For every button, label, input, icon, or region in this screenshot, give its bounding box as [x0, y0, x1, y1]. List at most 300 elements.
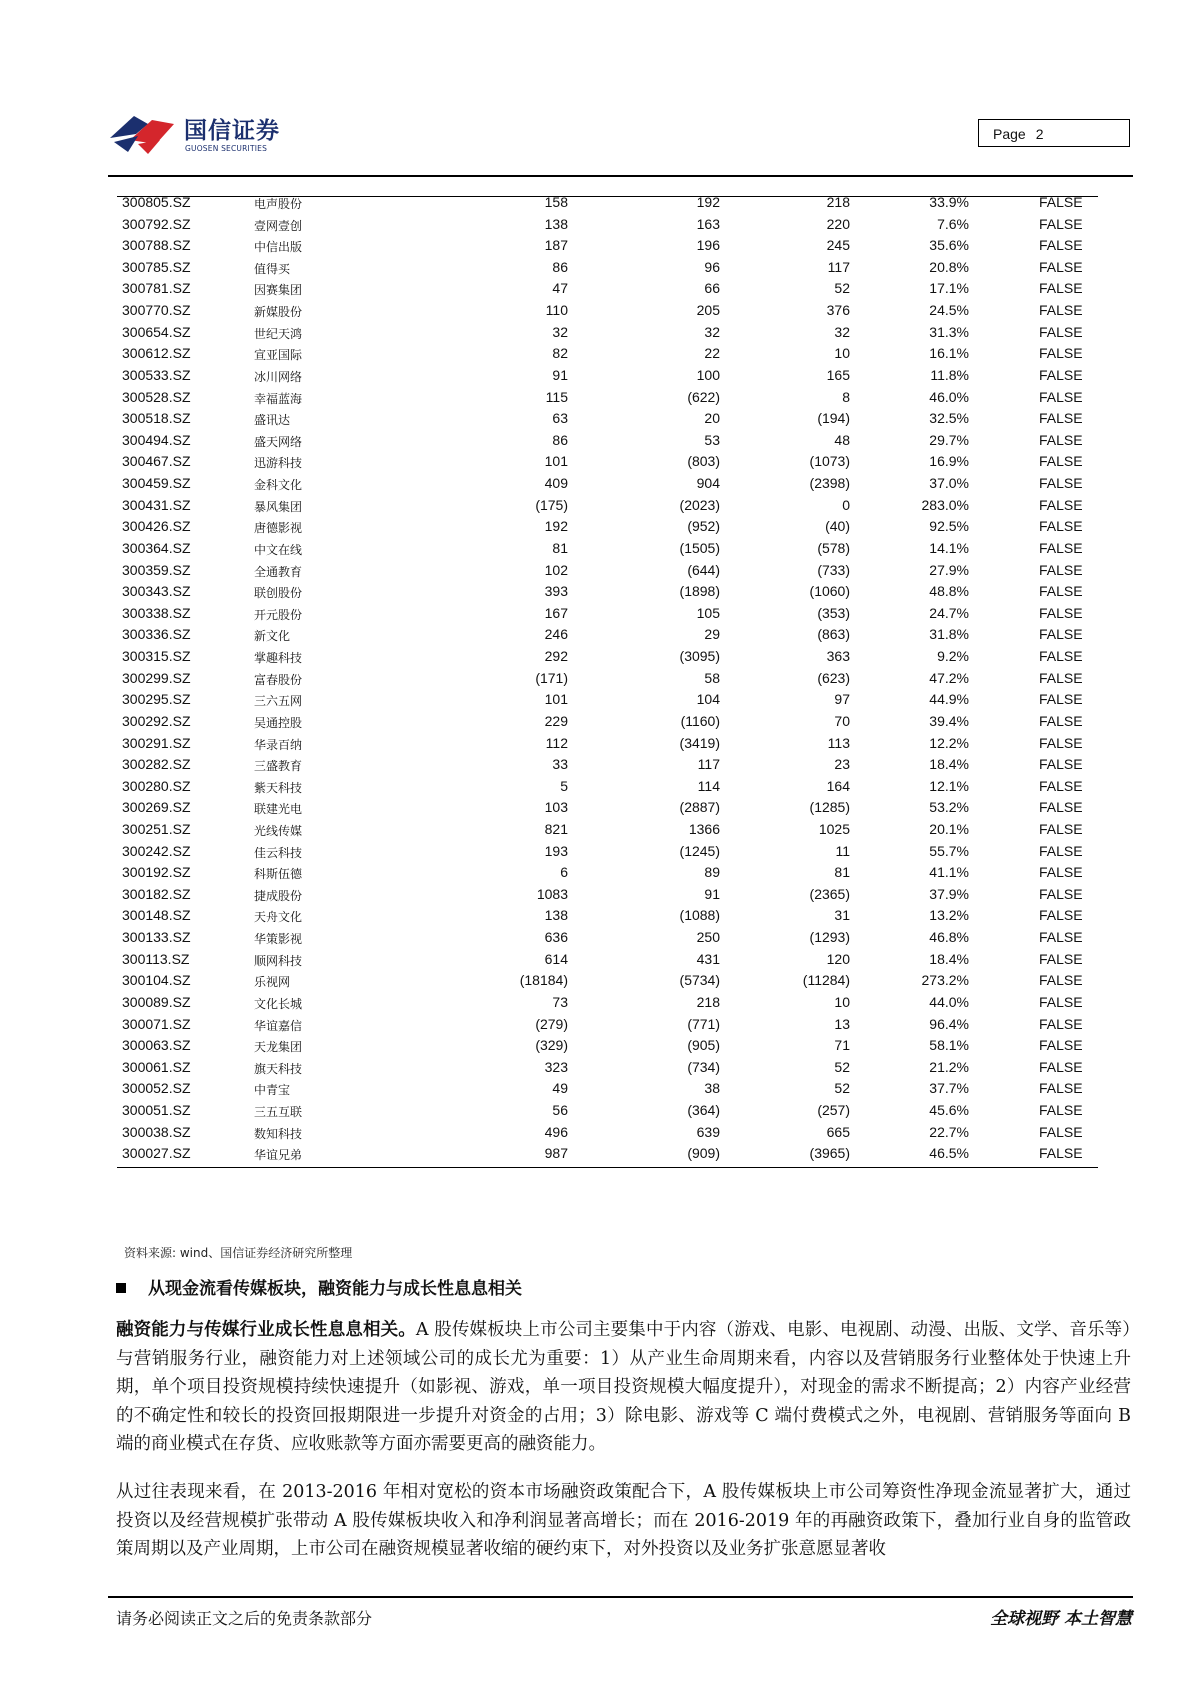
value-2: (734) [687, 1058, 720, 1075]
table-row [117, 882, 1098, 905]
company-name: 光线传媒 [254, 823, 303, 838]
growth-rate: 33.9% [929, 194, 969, 210]
flag: FALSE [1039, 1058, 1083, 1075]
company-name: 乐视网 [254, 975, 291, 990]
table-row [117, 947, 1098, 970]
stock-code: 300192.SZ [122, 864, 191, 881]
value-1: 138 [544, 907, 568, 924]
value-3: 1025 [818, 820, 850, 837]
table-row [117, 644, 1098, 667]
value-3: 113 [827, 734, 850, 751]
company-name: 科斯伍德 [254, 867, 303, 882]
value-2: 192 [696, 194, 720, 210]
value-1: 636 [544, 929, 568, 946]
value-3: (1073) [809, 453, 850, 470]
value-1: 110 [545, 302, 568, 319]
company-name: 中信出版 [254, 240, 303, 255]
stock-code: 300315.SZ [122, 648, 191, 665]
stock-code: 300533.SZ [122, 366, 191, 383]
table-row [117, 212, 1098, 235]
company-name: 华策影视 [254, 932, 303, 947]
value-2: 431 [696, 950, 720, 967]
value-2: 104 [696, 691, 720, 708]
value-1: 246 [544, 626, 568, 643]
value-3: (863) [817, 626, 850, 643]
flag: FALSE [1039, 993, 1083, 1010]
growth-rate: 20.1% [929, 820, 969, 837]
growth-rate: 13.2% [929, 907, 969, 924]
value-1: 86 [552, 258, 568, 275]
table-row [117, 839, 1098, 862]
stock-code: 300269.SZ [122, 799, 191, 816]
value-2: (1898) [679, 583, 720, 600]
company-name: 联建光电 [254, 802, 303, 817]
value-3: (1285) [809, 799, 850, 816]
table-source: 资料来源: wind、国信证券经济研究所整理 [124, 1246, 353, 1260]
value-2: (1160) [680, 712, 720, 729]
flag: FALSE [1039, 799, 1083, 816]
value-1: 81 [552, 539, 568, 556]
flag: FALSE [1039, 950, 1083, 967]
section-heading [116, 1274, 522, 1299]
value-1: 138 [544, 215, 568, 232]
flag: FALSE [1039, 820, 1083, 837]
value-3: 165 [826, 366, 850, 383]
stock-code: 300051.SZ [122, 1102, 191, 1119]
flag: FALSE [1039, 1145, 1083, 1162]
table-row [117, 817, 1098, 840]
value-3: 48 [834, 431, 850, 448]
table-row [117, 1012, 1098, 1035]
table-row [117, 493, 1098, 516]
growth-rate: 21.2% [929, 1058, 969, 1075]
company-name: 富春股份 [254, 672, 303, 687]
stock-code: 300148.SZ [122, 907, 191, 924]
stock-code: 300518.SZ [122, 410, 191, 427]
value-2: 20 [704, 410, 720, 427]
growth-rate: 92.5% [929, 518, 969, 535]
company-name: 数知科技 [254, 1126, 303, 1141]
flag: FALSE [1039, 561, 1083, 578]
table-row [117, 968, 1098, 991]
value-1: 112 [545, 734, 568, 751]
flag: FALSE [1039, 258, 1083, 275]
table-row [117, 536, 1098, 559]
growth-rate: 20.8% [929, 258, 969, 275]
stock-code: 300299.SZ [122, 669, 191, 686]
growth-rate: 45.6% [929, 1102, 969, 1119]
table-row [117, 1033, 1098, 1056]
flag: FALSE [1039, 194, 1083, 210]
table-row [117, 363, 1098, 386]
company-name: 天龙集团 [254, 1040, 303, 1055]
flag: FALSE [1039, 323, 1083, 340]
stock-code: 300431.SZ [122, 496, 191, 513]
growth-rate: 46.0% [929, 388, 969, 405]
growth-rate: 46.8% [929, 929, 969, 946]
company-name: 暴风集团 [254, 499, 303, 514]
growth-rate: 11.8% [930, 366, 969, 383]
flag: FALSE [1039, 1015, 1083, 1032]
company-name: 中文在线 [254, 542, 303, 557]
growth-rate: 37.0% [929, 475, 969, 492]
growth-rate: 31.8% [929, 626, 969, 643]
growth-rate: 46.5% [929, 1145, 969, 1162]
growth-rate: 27.9% [929, 561, 969, 578]
disclaimer-note: 请务必阅读正文之后的免责条款部分 [116, 1609, 373, 1628]
value-3: 220 [826, 215, 850, 232]
value-2: 163 [696, 215, 720, 232]
value-1: 193 [544, 842, 568, 859]
value-1: 32 [552, 323, 568, 340]
company-name: 新媒股份 [254, 305, 303, 320]
company-name: 金科文化 [254, 478, 303, 493]
table-row [117, 903, 1098, 926]
guosen-logo [108, 110, 283, 160]
value-3: 164 [826, 777, 850, 794]
flag: FALSE [1039, 237, 1083, 254]
growth-rate: 16.9% [929, 453, 969, 470]
value-3: (353) [817, 604, 850, 621]
value-3: 376 [826, 302, 850, 319]
stock-code: 300426.SZ [122, 518, 191, 535]
value-1: 158 [544, 194, 568, 210]
company-name: 开元股份 [254, 607, 303, 622]
table-row [117, 709, 1098, 732]
table-row [117, 1120, 1098, 1143]
table-row [117, 298, 1098, 321]
growth-rate: 44.0% [929, 993, 969, 1010]
value-1: 192 [544, 518, 568, 535]
value-1: 73 [552, 993, 568, 1010]
value-3: 245 [826, 237, 850, 254]
table-row [117, 449, 1098, 472]
table-row [117, 666, 1098, 689]
company-name: 壹网壹创 [254, 218, 303, 233]
growth-rate: 58.1% [929, 1037, 969, 1054]
value-3: (733) [817, 561, 850, 578]
growth-rate: 55.7% [929, 842, 969, 859]
value-2: 32 [704, 323, 720, 340]
table-row [117, 795, 1098, 818]
table-row [117, 558, 1098, 581]
company-name: 吴通控股 [254, 715, 303, 730]
value-3: 10 [834, 993, 850, 1010]
value-2: 53 [704, 431, 720, 448]
company-name: 顺网科技 [254, 953, 303, 968]
value-1: 102 [544, 561, 568, 578]
value-2: 196 [696, 237, 720, 254]
company-name: 文化长城 [254, 996, 303, 1011]
value-1: 103 [544, 799, 568, 816]
value-3: (578) [817, 539, 850, 556]
flag: FALSE [1039, 842, 1083, 859]
table-row [117, 731, 1098, 754]
company-name: 旗天科技 [254, 1061, 303, 1076]
value-3: 70 [834, 712, 850, 729]
value-3: 81 [834, 864, 850, 881]
stock-code: 300805.SZ [122, 194, 191, 210]
value-3: (623) [817, 669, 850, 686]
stock-code: 300781.SZ [122, 280, 191, 297]
value-3: 52 [834, 1080, 850, 1097]
value-2: (2887) [679, 799, 720, 816]
growth-rate: 24.7% [929, 604, 969, 621]
value-2: 91 [704, 885, 720, 902]
value-1: 5 [560, 777, 568, 794]
table-row [117, 1055, 1098, 1078]
value-2: (3419) [679, 734, 720, 751]
company-name: 迅游科技 [254, 456, 303, 471]
stock-code: 300364.SZ [122, 539, 191, 556]
value-3: 218 [826, 194, 850, 210]
value-2: (644) [687, 561, 720, 578]
growth-rate: 96.4% [929, 1015, 969, 1032]
company-name: 全通教育 [254, 564, 303, 579]
growth-rate: 53.2% [929, 799, 969, 816]
flag: FALSE [1039, 777, 1083, 794]
growth-rate: 22.7% [929, 1123, 969, 1140]
value-2: 1366 [688, 820, 720, 837]
flag: FALSE [1039, 929, 1083, 946]
flag: FALSE [1039, 1080, 1083, 1097]
value-1: 393 [544, 583, 568, 600]
growth-rate: 32.5% [929, 410, 969, 427]
flag: FALSE [1039, 864, 1083, 881]
value-2: (1505) [679, 539, 720, 556]
value-3: 8 [842, 388, 850, 405]
value-2: (2023) [679, 496, 720, 513]
value-3: (1293) [809, 929, 850, 946]
company-name: 中青宝 [254, 1083, 291, 1098]
flag: FALSE [1039, 366, 1083, 383]
stock-code: 300338.SZ [122, 604, 191, 621]
company-name: 联创股份 [254, 586, 303, 601]
value-1: (175) [535, 496, 568, 513]
table-row [117, 601, 1098, 624]
growth-rate: 44.9% [929, 691, 969, 708]
flag: FALSE [1039, 475, 1083, 492]
value-1: 49 [552, 1080, 568, 1097]
flag: FALSE [1039, 756, 1083, 773]
stock-code: 300133.SZ [122, 929, 191, 946]
table-row [117, 1076, 1098, 1099]
value-1: 82 [552, 345, 568, 362]
company-name: 宣亚国际 [254, 348, 303, 363]
table-row [117, 428, 1098, 451]
brand-name-cn: 国信证券 [184, 118, 280, 144]
value-3: (1060) [809, 583, 850, 600]
company-name: 佳云科技 [254, 845, 303, 860]
value-3: 117 [827, 258, 850, 275]
flag: FALSE [1039, 907, 1083, 924]
stock-code: 300063.SZ [122, 1037, 191, 1054]
value-1: (329) [535, 1037, 568, 1054]
table-row [117, 1098, 1098, 1121]
table-row [117, 774, 1098, 797]
flag: FALSE [1039, 496, 1083, 513]
footer-divider [108, 1596, 1133, 1598]
table-row [117, 990, 1098, 1013]
value-1: 292 [544, 648, 568, 665]
value-3: (2398) [809, 475, 850, 492]
stock-code: 300242.SZ [122, 842, 191, 859]
table-row [117, 752, 1098, 775]
value-1: 86 [552, 431, 568, 448]
flag: FALSE [1039, 1102, 1083, 1119]
flag: FALSE [1039, 604, 1083, 621]
value-1: 323 [544, 1058, 568, 1075]
square-bullet-icon [116, 1283, 126, 1293]
company-name: 冰川网络 [254, 369, 303, 384]
paragraph-1 [116, 1316, 1131, 1459]
flag: FALSE [1039, 972, 1083, 989]
growth-rate: 18.4% [929, 756, 969, 773]
stock-code: 300071.SZ [122, 1015, 191, 1032]
company-name: 紫天科技 [254, 780, 303, 795]
growth-rate: 24.5% [929, 302, 969, 319]
value-2: 250 [696, 929, 720, 946]
value-2: 29 [704, 626, 720, 643]
stock-code: 300282.SZ [122, 756, 191, 773]
value-1: 496 [544, 1123, 568, 1140]
value-2: 96 [704, 258, 720, 275]
flag: FALSE [1039, 734, 1083, 751]
section-title-text: 从现金流看传媒板块，融资能力与成长性息息相关 [148, 1279, 522, 1299]
stock-code: 300612.SZ [122, 345, 191, 362]
stock-code: 300182.SZ [122, 885, 191, 902]
stock-code: 300528.SZ [122, 388, 191, 405]
value-2: (3095) [679, 648, 720, 665]
growth-rate: 29.7% [929, 431, 969, 448]
stock-code: 300788.SZ [122, 237, 191, 254]
company-name: 三六五网 [254, 694, 303, 709]
guosen-logo-icon [108, 110, 180, 156]
value-3: (11284) [802, 972, 850, 989]
company-name: 世纪天鸿 [254, 326, 303, 341]
flag: FALSE [1039, 648, 1083, 665]
flag: FALSE [1039, 518, 1083, 535]
stock-code: 300089.SZ [122, 993, 191, 1010]
table-row [117, 687, 1098, 710]
value-1: (171) [535, 669, 568, 686]
value-3: 363 [826, 648, 850, 665]
company-name: 电声股份 [254, 197, 303, 211]
value-1: 91 [552, 366, 568, 383]
flag: FALSE [1039, 345, 1083, 362]
company-name: 华谊兄弟 [254, 1148, 303, 1163]
value-1: 614 [544, 950, 568, 967]
flag: FALSE [1039, 712, 1083, 729]
growth-rate: 41.1% [929, 864, 969, 881]
company-name: 幸福蓝海 [254, 391, 303, 406]
page-number: 2 [1035, 126, 1044, 142]
stock-code: 300061.SZ [122, 1058, 191, 1075]
value-1: 115 [545, 388, 568, 405]
stock-code: 300770.SZ [122, 302, 191, 319]
flag: FALSE [1039, 885, 1083, 902]
company-name: 掌趣科技 [254, 651, 303, 666]
page-label: Page [993, 126, 1026, 142]
value-2: 205 [696, 302, 720, 319]
value-2: 218 [696, 993, 720, 1010]
value-1: (18184) [519, 972, 568, 989]
stock-code: 300038.SZ [122, 1123, 191, 1140]
table-row [117, 341, 1098, 364]
growth-rate: 18.4% [929, 950, 969, 967]
value-2: 114 [697, 777, 720, 794]
value-1: 6 [560, 864, 568, 881]
value-1: 987 [544, 1145, 568, 1162]
table-row [117, 255, 1098, 278]
company-name: 三盛教育 [254, 759, 303, 774]
stock-code: 300280.SZ [122, 777, 191, 794]
value-2: (909) [687, 1145, 720, 1162]
stock-code: 300292.SZ [122, 712, 191, 729]
value-3: 52 [834, 1058, 850, 1075]
growth-rate: 17.1% [929, 280, 969, 297]
header-divider [108, 175, 1133, 177]
value-3: 120 [826, 950, 850, 967]
growth-rate: 39.4% [929, 712, 969, 729]
value-3: 52 [834, 280, 850, 297]
value-1: 47 [552, 280, 568, 297]
value-1: 101 [544, 453, 568, 470]
value-3: (257) [817, 1102, 850, 1119]
company-name: 捷成股份 [254, 888, 303, 903]
flag: FALSE [1039, 691, 1083, 708]
value-3: 32 [834, 323, 850, 340]
value-2: (803) [687, 453, 720, 470]
company-name: 值得买 [254, 261, 291, 276]
flag: FALSE [1039, 410, 1083, 427]
value-1: 229 [544, 712, 568, 729]
table-row [117, 860, 1098, 883]
value-2: 100 [696, 366, 720, 383]
growth-rate: 7.6% [937, 215, 969, 232]
value-3: 71 [834, 1037, 850, 1054]
value-2: 89 [704, 864, 720, 881]
stock-code: 300336.SZ [122, 626, 191, 643]
value-1: (279) [535, 1015, 568, 1032]
stock-code: 300359.SZ [122, 561, 191, 578]
stock-code: 300792.SZ [122, 215, 191, 232]
paragraph-1-lead: 融资能力与传媒行业成长性息息相关。 [116, 1320, 416, 1340]
company-name: 三五互联 [254, 1105, 303, 1120]
company-name: 因赛集团 [254, 283, 303, 298]
flag: FALSE [1039, 453, 1083, 470]
stock-code: 300291.SZ [122, 734, 191, 751]
value-3: (2365) [809, 885, 850, 902]
value-3: 13 [834, 1015, 850, 1032]
value-1: 33 [552, 756, 568, 773]
stock-code: 300343.SZ [122, 583, 191, 600]
page-header [108, 95, 1133, 185]
stock-code: 300113.SZ [122, 950, 190, 967]
value-1: 821 [544, 820, 568, 837]
stock-code: 300052.SZ [122, 1080, 191, 1097]
growth-rate: 14.1% [929, 539, 969, 556]
stock-code: 300295.SZ [122, 691, 191, 708]
company-name: 天舟文化 [254, 910, 303, 925]
value-2: 58 [704, 669, 720, 686]
value-2: (364) [687, 1102, 720, 1119]
growth-rate: 48.8% [929, 583, 969, 600]
flag: FALSE [1039, 215, 1083, 232]
paragraph-1-body: A 股传媒板块上市公司主要集中于内容（游戏、电影、电视剧、动漫、出版、文学、音乐等）与营销服务行业，融资能力对上述领域公司的成长尤为重要：1）从产业生命周期来看，内容以及营销服务行业整体处于快速上升期，单个项目投资规模持续快速提升（如影视、游戏，单一项目投资规模大幅度提升），对现金的需求不断提高；2）内容产业经营的不确定性和较长的投资回报期限进一步提升对资金的占用；3）除电影、游戏等 C 端付费模式之外，电视剧、营销服务等面向 B 端的商业模式在存货、应收账款等方面亦需要更高的融资能力。 [116, 1320, 1132, 1455]
stock-code: 300467.SZ [122, 453, 191, 470]
value-2: (1245) [679, 842, 720, 859]
